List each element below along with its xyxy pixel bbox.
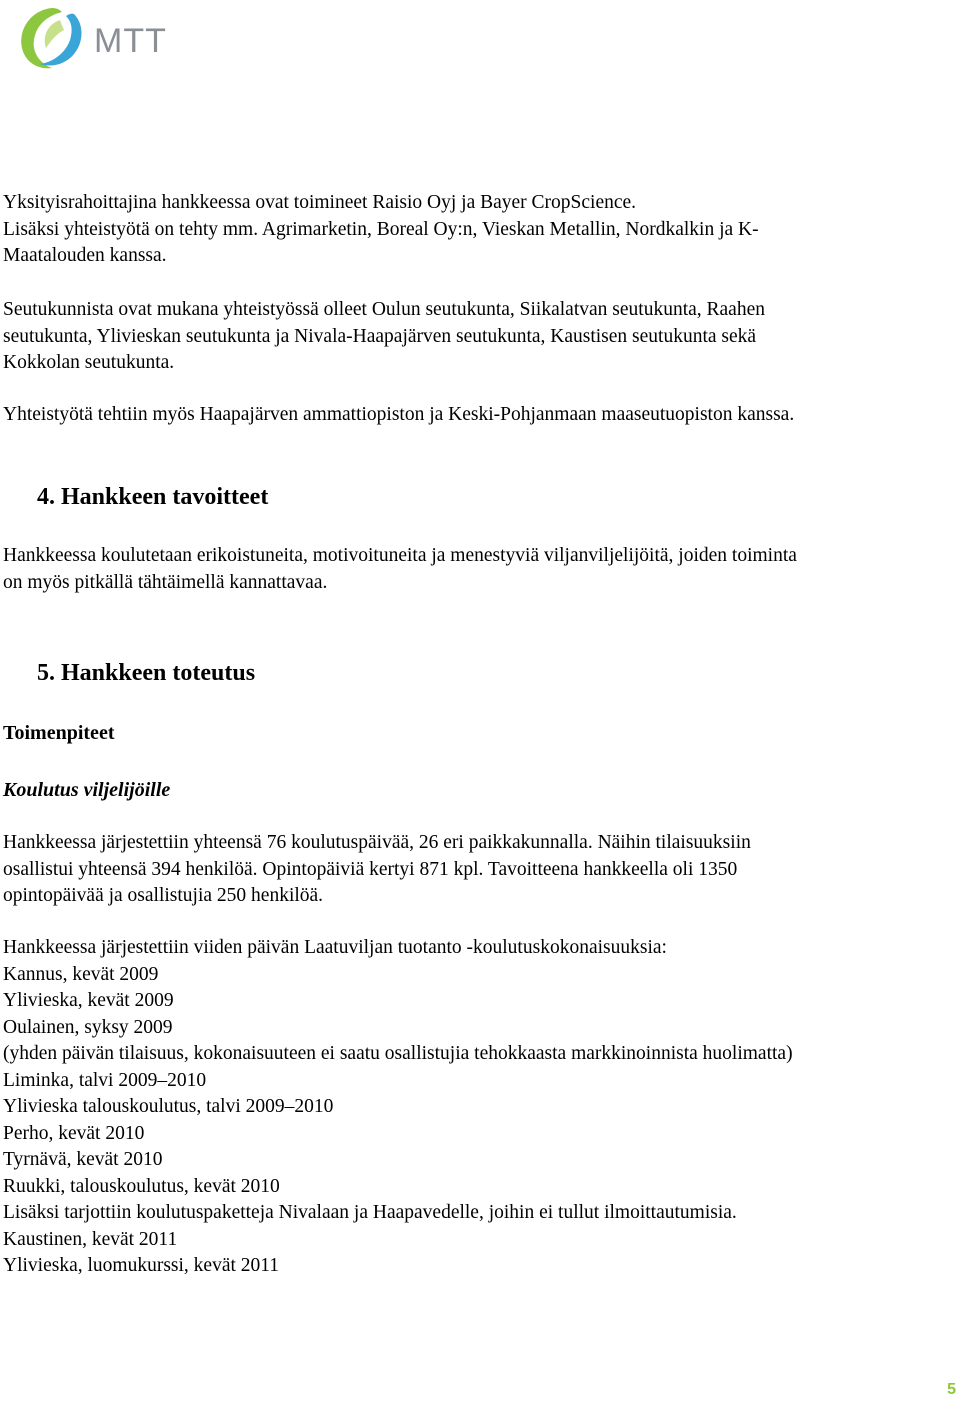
text-line: Kokkolan seutukunta. [3, 352, 175, 373]
text-line: opintopäivää ja osallistujia 250 henkilöä. [3, 885, 324, 906]
text-line: Seutukunnista ovat mukana yhteistyössä olleet Oulun seutukunta, Siikalatvan seutukunta, Raahen [3, 299, 765, 320]
section-5-heading: 5. Hankkeen toteutus [37, 660, 256, 686]
text-line: osallistui yhteensä 394 henkilöä. Opintopäiviä kertyi 871 kpl. Tavoitteena hankkeella oli 1350 [3, 858, 738, 880]
page-number: 5 [947, 1381, 956, 1398]
text-line: Yksityisrahoittajina hankkeessa ovat toimineet Raisio Oyj ja Bayer CropScience. [3, 192, 637, 213]
list-item: Kaustinen, kevät 2011 [3, 1228, 178, 1250]
list-item: Perho, kevät 2010 [3, 1122, 145, 1144]
text-line: seutukunta, Ylivieskan seutukunta ja Nivala-Haapajärven seutukunta, Kaustisen seutukunta sekä [3, 325, 757, 347]
list-item: Lisäksi tarjottiin koulutuspaketteja Nivalaan ja Haapavedelle, joihin ei tullut ilmoittautumisia. [3, 1202, 737, 1223]
measures-subheading: Toimenpiteet [3, 722, 115, 744]
list-item: (yhden päivän tilaisuus, kokonaisuuteen ei saatu osallistujia tehokkaasta markkinoinnista huolimatta) [3, 1043, 793, 1064]
stats-paragraph [3, 830, 948, 910]
goals-paragraph [3, 543, 948, 596]
training-subheading: Koulutus viljelijöille [3, 779, 171, 801]
text-line: Lisäksi yhteistyötä on tehty mm. Agrimarketin, Boreal Oy:n, Vieskan Metallin, Nordkalkin ja K- [3, 218, 759, 240]
text-line: Hankkeessa järjestettiin yhteensä 76 koulutuspäivää, 26 eri paikkakunnalla. Näihin tilaisuuksiin [3, 832, 751, 853]
regions-paragraph [3, 297, 948, 377]
text-line: Hankkeessa koulutetaan erikoistuneita, motivoituneita ja menestyviä viljanviljelijöitä, joiden toiminta [3, 545, 797, 566]
list-item: Ruukki, talouskoulutus, kevät 2010 [3, 1175, 280, 1197]
mtt-leaf-swirl-icon [14, 2, 204, 74]
sponsors-paragraph [3, 190, 948, 270]
cooperation-paragraph: Yhteistyötä tehtiin myös Haapajärven ammattiopiston ja Keski-Pohjanmaan maaseutuopiston kanssa. [3, 404, 795, 425]
list-item: Tyrnävä, kevät 2010 [3, 1149, 163, 1170]
text-line: Maatalouden kanssa. [3, 245, 167, 266]
list-item: Ylivieska, luomukurssi, kevät 2011 [3, 1255, 280, 1276]
course-list [3, 935, 948, 1280]
list-item: Ylivieska talouskoulutus, talvi 2009–2010 [3, 1096, 334, 1117]
list-item: Ylivieska, kevät 2009 [3, 990, 174, 1011]
list-item: Hankkeessa järjestettiin viiden päivän Laatuviljan tuotanto -koulutuskokonaisuuksia: [3, 937, 667, 958]
list-item: Kannus, kevät 2009 [3, 963, 159, 985]
text-line: on myös pitkällä tähtäimellä kannattavaa. [3, 571, 328, 593]
list-item: Liminka, talvi 2009–2010 [3, 1069, 207, 1091]
mtt-logo [14, 2, 204, 74]
logo-text: MTT [94, 22, 167, 60]
list-item: Oulainen, syksy 2009 [3, 1016, 173, 1038]
section-4-heading: 4. Hankkeen tavoitteet [37, 484, 269, 510]
